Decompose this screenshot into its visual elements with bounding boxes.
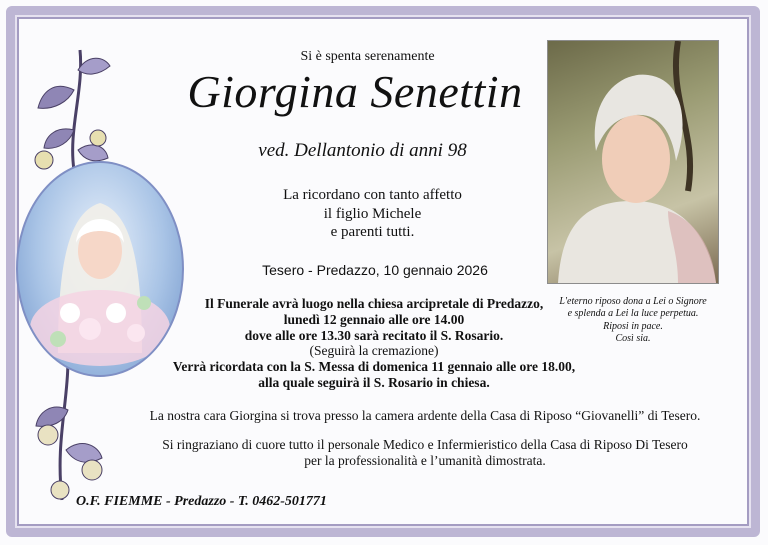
remembered-by-line: e parenti tutti. (330, 224, 415, 240)
prayer-line: Così sia. (615, 333, 651, 345)
funeral-line: (Seguirà la cremazione) (309, 343, 439, 359)
funeral-details (168, 296, 580, 391)
funeral-agency: O.F. FIEMME - Predazzo - T. 0462-501771 (76, 494, 327, 509)
prayer-line: L'eterno riposo dona a Lei o Signore (559, 296, 707, 307)
thanks-line: Si ringraziano di cuore tutto il personale Medico e Infermieristico della Casa di Riposo Di Tesero (162, 437, 688, 452)
prayer-line: Riposi in pace. (603, 320, 663, 332)
funeral-line: lunedì 12 gennaio alle ore 14.00 (283, 311, 465, 327)
funeral-line: Verrà ricordata con la S. Messa di domenica 11 gennaio alle ore 18.00, (172, 359, 576, 375)
remembered-by (245, 186, 500, 242)
widow-age-line: ved. Dellantonio di anni 98 (258, 140, 467, 161)
remembered-by-line: il figlio Michele (323, 205, 422, 222)
prayer-text (548, 296, 718, 346)
portrait-photo (547, 40, 719, 284)
place-date: Tesero - Predazzo, 10 gennaio 2026 (262, 262, 488, 278)
funeral-line: alla quale seguirà il S. Rosario in chiesa. (258, 374, 490, 390)
prayer-line: e splenda a Lei la luce perpetua. (567, 308, 699, 320)
funeral-line: dove alle ore 13.30 sarà recitato il S. Rosario. (244, 327, 504, 343)
chapel-note: La nostra cara Giorgina si trova presso la camera ardente della Casa di Riposo “Giovanelli” di Tesero. (149, 408, 701, 423)
thanks-text (130, 437, 720, 469)
funeral-line: Il Funerale avrà luogo nella chiesa arcipretale di Predazzo, (204, 296, 544, 311)
intro-text: Si è spenta serenamente (300, 49, 435, 64)
madonna-image (16, 161, 184, 377)
madonna-illustration (18, 163, 182, 375)
remembered-by-line: La ricordano con tanto affetto (283, 187, 462, 203)
portrait-illustration (548, 41, 718, 283)
thanks-line: per la professionalità e l’umanità dimostrata. (304, 453, 546, 468)
deceased-name: Giorgina Senettin (187, 66, 523, 117)
